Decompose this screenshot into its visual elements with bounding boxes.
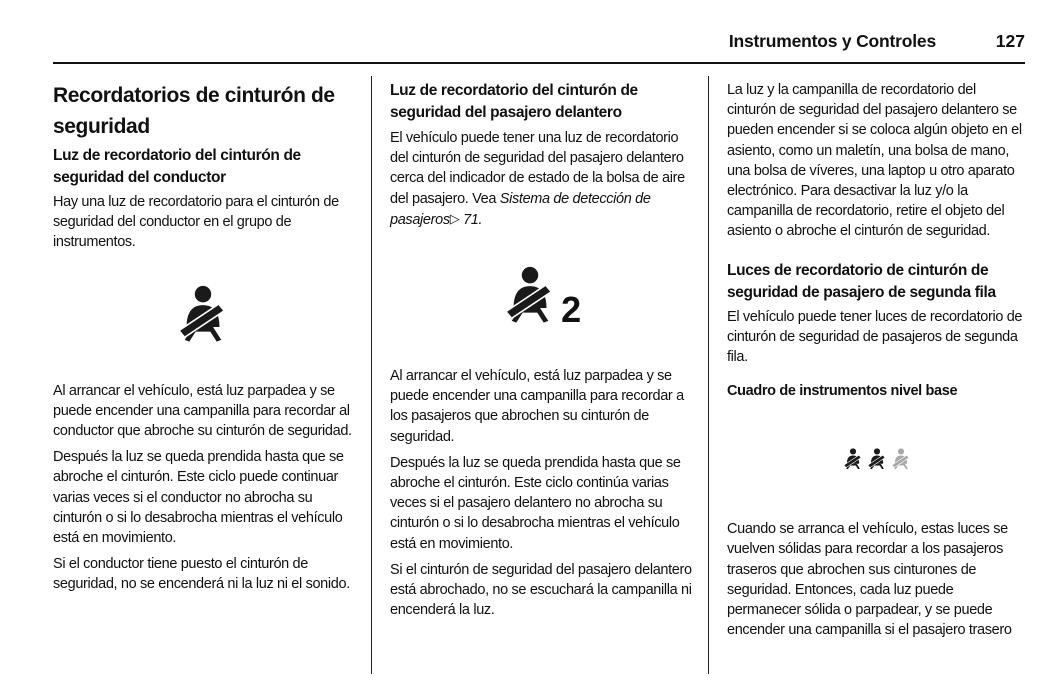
section-title: Recordatorios de cinturón de seguridad (53, 84, 335, 138)
subsection-title: Luz de recordatorio del cinturón de seguridad del pasajero delantero (390, 82, 638, 121)
paragraph: El vehículo puede tener luces de recordatorio de cinturón de seguridad de pasajeros de segunda fila. (727, 308, 1023, 366)
paragraph: Si el cinturón de seguridad del pasajero delantero está abrochado, no se escuchará la campanilla ni encenderá la luz. (390, 561, 692, 619)
passenger-icon-number: 2 (561, 288, 581, 330)
cross-reference-link[interactable]: Sistema de detección de pasajeros (390, 190, 651, 228)
column-3 (727, 80, 1027, 646)
rear-left-seatbelt-icon (842, 448, 864, 472)
rear-right-seatbelt-icon (890, 448, 912, 472)
paragraph: Hay una luz de recordatorio para el cinturón de seguridad del conductor en el grupo de instrumentos. (53, 194, 339, 251)
paragraph (390, 128, 692, 230)
paragraph: Después la luz se queda prendida hasta que se abroche el cinturón. Este ciclo puede continuar varias veces si el conductor no abrocha su cinturón o si lo desabrocha mientras el vehículo está en movimiento. (53, 449, 344, 547)
paragraph: Si el conductor tiene puesto el cinturón de seguridad, no se encenderá ni la luz ni el sonido. (53, 556, 350, 593)
header-divider (53, 62, 1025, 64)
paragraph: Después la luz se queda prendida hasta que se abroche el cinturón. Este ciclo continúa varias veces si el pasajero delantero no abrocha su cinturón o si lo desabrocha mientras el vehículo está en movimiento. (390, 454, 681, 552)
driver-seatbelt-reminder-icon (174, 285, 232, 349)
paragraph-text: El vehículo puede tener una luz de recordatorio del cinturón de seguridad del pasajero delantero cerca del indicador de estado de la bolsa de aire del pasajero. Vea (390, 130, 685, 207)
paragraph: Al arrancar el vehículo, está luz parpadea y se puede encender una campanilla para recordar al conductor que abroche su cinturón de seguridad. (53, 382, 352, 440)
paragraph: La luz y la campanilla de recordatorio del cinturón de seguridad del pasajero delantero se pueden encender si se coloca algún objeto en el asiento, como un maletín, una bolsa de mano, una bolsa de víveres, una laptop u otro aparato electrónico. Para desactivar la luz y/o la campanilla de recordatorio, retire el objeto del asiento o abroche el cinturón de seguridad. (727, 82, 1022, 240)
page-number: 127 (995, 31, 1025, 51)
rear-seatbelt-icons (727, 401, 1027, 519)
page-reference-arrow-icon: ▷ (449, 210, 460, 226)
rear-center-seatbelt-icon (866, 448, 888, 472)
passenger-seatbelt-reminder-icon (501, 266, 559, 330)
passenger-seatbelt-icon-area (390, 248, 692, 348)
paragraph: Cuando se arranca el vehículo, estas luces se vuelven sólidas para recordar a los pasajeros traseros que abrochen sus cinturones de seguridad. Entonces, cada luz puede permanecer sólida o parpadear, y se puede encender una campanilla si el pasajero trasero (727, 521, 1012, 639)
subsection-title: Luces de recordatorio de cinturón de seguridad de pasajero de segunda fila (727, 261, 996, 301)
cross-reference-page[interactable]: 71. (463, 211, 483, 228)
minor-heading: Cuadro de instrumentos nivel base (727, 383, 958, 400)
paragraph: Al arrancar el vehículo, está luz parpadea y se puede encender una campanilla para recordar a los pasajeros que abrochen su cinturón de seguridad. (390, 368, 684, 445)
column-divider (708, 76, 709, 674)
column-divider (371, 76, 372, 674)
subsection-title: Luz de recordatorio del cinturón de seguridad del conductor (53, 147, 301, 186)
column-1 (53, 80, 353, 601)
column-2 (390, 80, 692, 626)
driver-seatbelt-icon-area (53, 273, 353, 361)
header-title: Instrumentos y Controles (728, 31, 936, 51)
